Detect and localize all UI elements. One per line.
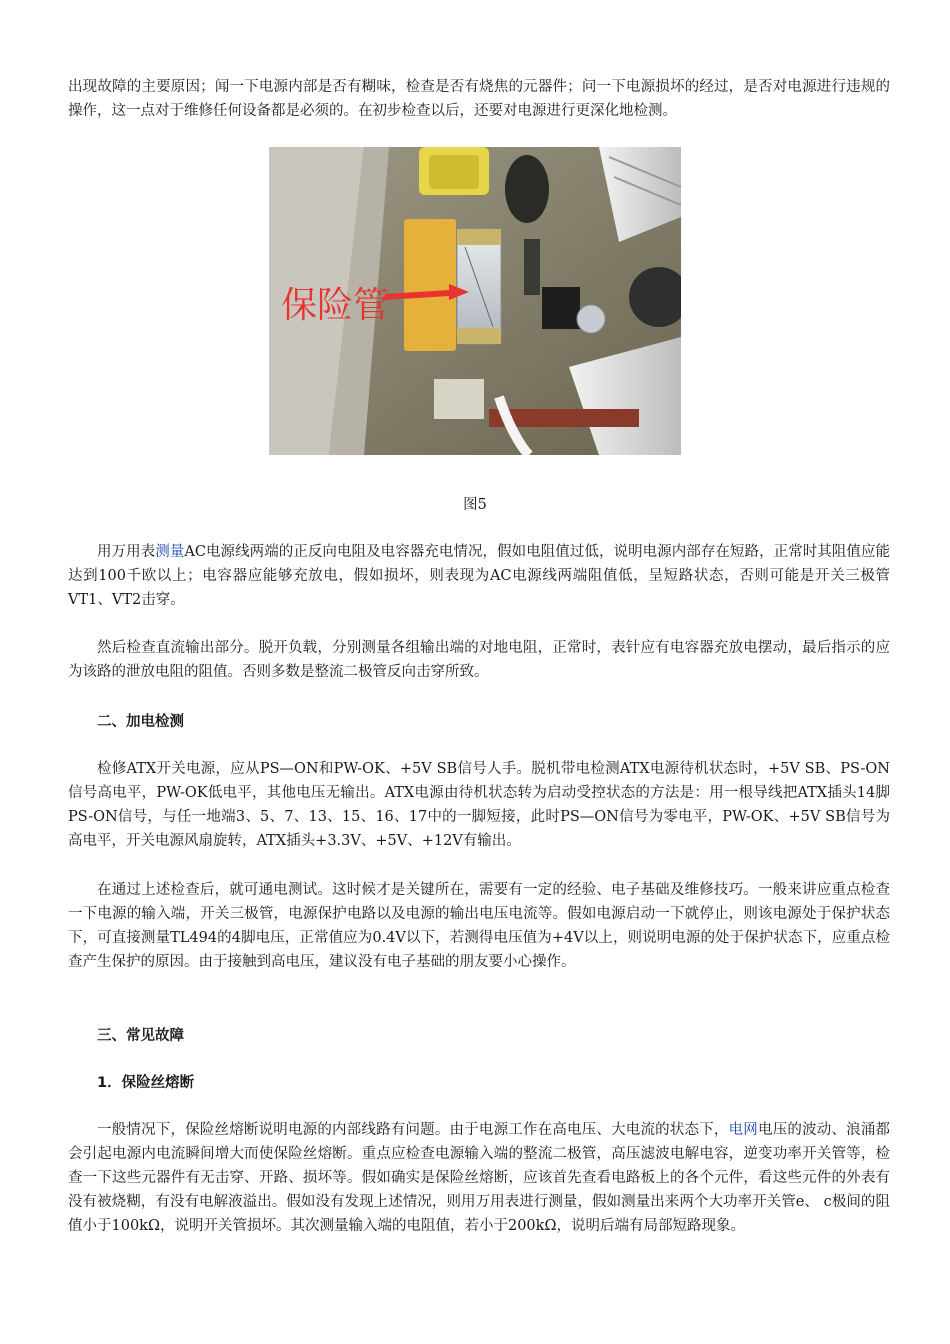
text-span: AC电源线两端的正反向电阻及电容器充电情况，假如电阻值过低，说明电源内部存在短路，正常时其阻值应能达到100千欧以上；电容器应能够充放电，假如损坏，则表现为AC电源线两端阻值低，呈短路状态，否则可能是开关三极管VT1、VT2击穿。 xyxy=(68,544,891,608)
paragraph-atx: 检修ATX开关电源，应从PS—ON和PW-OK、+5V SB信号人手。脱机带电检测ATX电源待机状态时，+5V SB、PS-ON信号高电平，PW-OK低电平，其他电压无输出。ATX电源由待机状态转为启动受控状态的方法是：用一根导线把ATX插头14脚PS-ON信号，与任一地端3、5、7、13、15、16、17中的一脚短接，此时PS—ON信号为零电平，PW-OK、+5V SB信号为高电平，开关电源风扇旋转，ATX插头+3.3V、+5V、+12V有输出。 xyxy=(68,761,890,849)
section-heading-common-faults: 三、常见故障 xyxy=(97,1028,184,1044)
text-span: 电压的波动、浪涌都会引起电源内电流瞬间增大而使保险丝熔断。重点应检查电源输入端的整流二极管，高压滤波电解电容，逆变功率开关管等，检查一下这些元器件有无击穿、开路、损坏等。假如确实是保险丝熔断，应该首先查看电路板上的各个元件，看这些元件的外表有没有被烧糊，有没有电解液溢出。假如没有发现上述情况，则用万用表进行测量，假如测量出来两个大功率开关管e、 c极间的阻值小于100kΩ，说明开关管损坏。其次测量输入端的电阻值，若小于200kΩ，说明后端有局部短路现象。 xyxy=(68,1122,891,1234)
paragraph-resistance-test xyxy=(68,540,890,612)
text-span: 一般情况下，保险丝熔断说明电源的内部线路有问题。由于电源工作在高电压、大电流的状态下， xyxy=(97,1122,729,1138)
link-power-grid[interactable]: 电网 xyxy=(728,1122,758,1138)
power-supply-board-photo xyxy=(269,147,681,455)
text-span: 用万用表 xyxy=(97,544,156,560)
paragraph-power-on-test: 在通过上述检查后，就可通电测试。这时候才是关键所在，需要有一定的经验、电子基础及维修技巧。一般来讲应重点检查一下电源的输入端，开关三极管，电源保护电路以及电源的输出电压电流等。假如电源启动一下就停止，则该电源处于保护状态下，可直接测量TL494的4脚电压，正常值应为0.4V以下，若测得电压值为+4V以上，则说明电源的处于保护状态下，应重点检查产生保护的原因。由于接触到高电压，建议没有电子基础的朋友要小心操作。 xyxy=(68,882,890,970)
subsection-heading-fuse: 1．保险丝熔断 xyxy=(97,1075,195,1091)
figure-caption: 图5 xyxy=(463,497,487,513)
paragraph-fuse-blown xyxy=(68,1118,890,1238)
figure-photo xyxy=(269,147,681,455)
section-heading-power-test: 二、加电检测 xyxy=(97,714,184,730)
figure-label: 保险管 xyxy=(281,285,390,326)
intro-paragraph: 出现故障的主要原因；闻一下电源内部是否有糊味，检查是否有烧焦的元器件；问一下电源损坏的经过，是否对电源进行违规的操作，这一点对于维修任何设备都是必须的。在初步检查以后，还要对电源进行更深化地检测。 xyxy=(68,79,890,119)
link-measure[interactable]: 测量 xyxy=(155,544,185,560)
paragraph-dc-output: 然后检查直流输出部分。脱开负载，分别测量各组输出端的对地电阻，正常时，表针应有电容器充放电摆动，最后指示的应为该路的泄放电阻的阻值。否则多数是整流二极管反向击穿所致。 xyxy=(68,640,890,680)
